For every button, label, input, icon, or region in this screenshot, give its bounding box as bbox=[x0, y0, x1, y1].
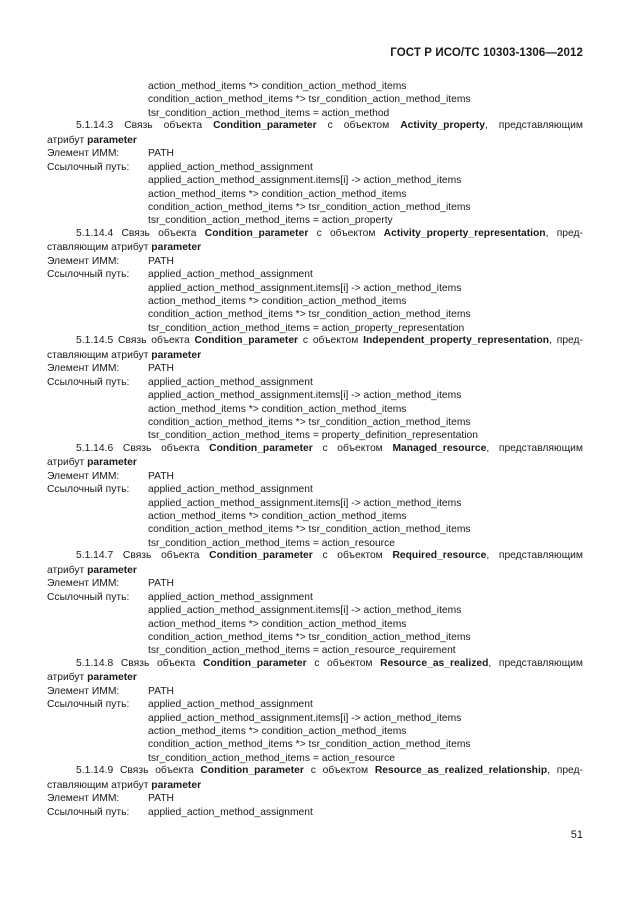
page-number: 51 bbox=[570, 829, 583, 841]
relation-text: , пред- bbox=[547, 765, 583, 777]
section-heading bbox=[47, 550, 583, 563]
path-row bbox=[47, 483, 583, 496]
path-line: applied_action_method_assignment bbox=[148, 484, 313, 496]
entity-name: Condition_parameter bbox=[204, 227, 309, 239]
path-row bbox=[47, 698, 583, 711]
element-row bbox=[47, 792, 583, 805]
relation-text: Связь объекта bbox=[122, 442, 200, 454]
path-line: action_method_items *> condition_action_method_items bbox=[148, 618, 407, 630]
element-label: Элемент ИММ: bbox=[47, 255, 120, 267]
section-heading bbox=[47, 335, 583, 348]
target-entity: Activity_property bbox=[400, 120, 485, 132]
path-label: Ссылочный путь: bbox=[47, 376, 130, 388]
path-row bbox=[47, 161, 583, 174]
relation-text: , пред- bbox=[549, 335, 583, 347]
section-number: 5.1.14.4 bbox=[76, 227, 114, 239]
path-line: action_method_items *> condition_action_method_items bbox=[148, 81, 407, 92]
relation-text: атрибут bbox=[47, 672, 85, 684]
section-number: 5.1.14.6 bbox=[76, 442, 114, 454]
entity-name: Condition_parameter bbox=[200, 765, 304, 777]
path-line: applied_action_method_assignment.items[i] -> action_method_items bbox=[148, 497, 462, 509]
entity-name: Condition_parameter bbox=[203, 657, 307, 669]
path-line: action_method_items *> condition_action_method_items bbox=[148, 726, 407, 737]
section-heading-cont bbox=[47, 564, 583, 577]
target-entity: Required_resource bbox=[392, 550, 487, 562]
element-label: Элемент ИММ: bbox=[47, 793, 120, 805]
element-label: Элемент ИММ: bbox=[47, 148, 120, 160]
relation-text: с объектом bbox=[322, 442, 383, 454]
attribute-name: parameter bbox=[87, 457, 137, 469]
element-label: Элемент ИММ: bbox=[47, 578, 120, 590]
document-body bbox=[47, 80, 583, 819]
path-line: tsr_condition_action_method_items = action_resource_requirement bbox=[148, 645, 456, 657]
relation-text: Связь объекта bbox=[124, 120, 203, 132]
entity-name: Condition_parameter bbox=[209, 442, 313, 454]
target-entity: Resource_as_realized bbox=[380, 657, 489, 669]
entity-name: Condition_parameter bbox=[194, 335, 299, 347]
path-row bbox=[47, 268, 583, 281]
path-line: applied_action_method_assignment.items[i] -> action_method_items bbox=[148, 282, 462, 294]
element-row bbox=[47, 685, 583, 698]
section-number: 5.1.14.8 bbox=[76, 657, 114, 669]
section-heading-cont bbox=[47, 241, 583, 254]
attribute-name: parameter bbox=[87, 672, 137, 684]
path-line: applied_action_method_assignment bbox=[148, 699, 313, 711]
section-heading-cont bbox=[47, 349, 583, 362]
path-line: tsr_condition_action_method_items = action_resource bbox=[148, 537, 395, 549]
element-label: Элемент ИММ: bbox=[47, 470, 120, 482]
section-heading-cont bbox=[47, 456, 583, 469]
path-label: Ссылочный путь: bbox=[47, 699, 130, 711]
document-header: ГОСТ Р ИСО/ТС 10303-1306—2012 bbox=[390, 47, 583, 59]
path-row bbox=[47, 376, 583, 389]
path-label: Ссылочный путь: bbox=[47, 806, 130, 818]
relation-text: с объектом bbox=[327, 120, 390, 132]
entity-name: Condition_parameter bbox=[209, 550, 313, 562]
relation-text: , представляющим bbox=[486, 550, 583, 562]
section-heading bbox=[47, 765, 583, 778]
relation-text: , представляющим bbox=[488, 657, 583, 669]
relation-text: с объектом bbox=[310, 765, 369, 777]
path-line: applied_action_method_assignment bbox=[148, 591, 313, 603]
relation-text: Связь объекта bbox=[121, 227, 197, 239]
relation-text: Связь объекта bbox=[120, 657, 196, 669]
path-line: applied_action_method_assignment bbox=[148, 376, 313, 388]
element-value: PATH bbox=[148, 148, 174, 160]
section-number: 5.1.14.7 bbox=[76, 550, 114, 562]
element-label: Элемент ИММ: bbox=[47, 363, 120, 375]
relation-text: с объектом bbox=[314, 657, 373, 669]
attribute-name: parameter bbox=[151, 779, 202, 791]
element-value: PATH bbox=[148, 793, 174, 805]
path-line: applied_action_method_assignment.items[i] -> action_method_items bbox=[148, 175, 462, 187]
path-label: Ссылочный путь: bbox=[47, 161, 130, 173]
path-line: applied_action_method_assignment bbox=[148, 161, 313, 173]
section-heading bbox=[47, 658, 583, 671]
relation-text: , представляющим bbox=[484, 120, 583, 132]
element-value: PATH bbox=[148, 470, 174, 482]
element-value: PATH bbox=[148, 685, 174, 697]
target-entity: Activity_property_representation bbox=[383, 227, 546, 239]
path-line: applied_action_method_assignment bbox=[148, 806, 313, 818]
path-line: action_method_items *> condition_action_method_items bbox=[148, 188, 407, 200]
relation-text: Связь объекта bbox=[119, 765, 194, 777]
path-line: condition_action_method_items *> tsr_condition_action_method_items bbox=[148, 201, 471, 213]
path-label: Ссылочный путь: bbox=[47, 484, 130, 496]
element-row bbox=[47, 255, 583, 268]
path-line: tsr_condition_action_method_items = property_definition_representation bbox=[148, 430, 478, 442]
path-line: applied_action_method_assignment.items[i] -> action_method_items bbox=[148, 605, 462, 617]
section-heading bbox=[47, 120, 583, 133]
path-line: action_method_items *> condition_action_method_items bbox=[148, 296, 407, 307]
path-line: condition_action_method_items *> tsr_condition_action_method_items bbox=[148, 309, 471, 321]
target-entity: Resource_as_realized_relationship bbox=[374, 765, 548, 777]
attribute-name: parameter bbox=[87, 134, 137, 146]
relation-text: , пред- bbox=[545, 227, 583, 239]
relation-text: ставляющим атрибут bbox=[47, 242, 149, 254]
relation-text: атрибут bbox=[47, 457, 85, 469]
path-line: applied_action_method_assignment bbox=[148, 269, 313, 281]
section-number: 5.1.14.3 bbox=[76, 120, 114, 132]
entity-name: Condition_parameter bbox=[213, 120, 317, 132]
path-line: tsr_condition_action_method_items = action_property bbox=[148, 215, 393, 227]
element-value: PATH bbox=[148, 363, 174, 375]
path-line: tsr_condition_action_method_items = action_property_representation bbox=[148, 322, 465, 334]
section-heading bbox=[47, 443, 583, 456]
relation-text: с объектом bbox=[302, 335, 359, 347]
sections bbox=[47, 120, 583, 819]
path-line: applied_action_method_assignment.items[i] -> action_method_items bbox=[148, 390, 462, 402]
path-line: tsr_condition_action_method_items = action_method bbox=[148, 107, 390, 119]
element-row bbox=[47, 577, 583, 590]
element-row bbox=[47, 147, 583, 160]
section-number: 5.1.14.5 bbox=[76, 335, 114, 347]
section-number: 5.1.14.9 bbox=[76, 765, 114, 777]
path-line: condition_action_method_items *> tsr_condition_action_method_items bbox=[148, 94, 471, 106]
path-row bbox=[47, 591, 583, 604]
path-row bbox=[47, 806, 583, 819]
path-line: condition_action_method_items *> tsr_condition_action_method_items bbox=[148, 416, 471, 428]
section-heading bbox=[47, 228, 583, 241]
path-line: action_method_items *> condition_action_method_items bbox=[148, 511, 407, 522]
relation-text: атрибут bbox=[47, 134, 85, 146]
element-row bbox=[47, 470, 583, 483]
relation-text: Связь объекта bbox=[122, 550, 200, 562]
relation-text: , представляющим bbox=[486, 442, 583, 454]
attribute-name: parameter bbox=[87, 564, 137, 576]
attribute-name: parameter bbox=[151, 242, 202, 254]
relation-text: ставляющим атрибут bbox=[47, 349, 149, 361]
path-line: applied_action_method_assignment.items[i] -> action_method_items bbox=[148, 712, 462, 724]
path-line: condition_action_method_items *> tsr_condition_action_method_items bbox=[148, 739, 471, 751]
section-heading-cont bbox=[47, 779, 583, 792]
target-entity: Independent_property_representation bbox=[363, 335, 550, 347]
path-label: Ссылочный путь: bbox=[47, 591, 130, 603]
path-line: condition_action_method_items *> tsr_condition_action_method_items bbox=[148, 631, 471, 643]
relation-text: с объектом bbox=[322, 550, 383, 562]
path-label: Ссылочный путь: bbox=[47, 269, 130, 281]
target-entity: Managed_resource bbox=[392, 442, 487, 454]
element-row bbox=[47, 362, 583, 375]
relation-text: ставляющим атрибут bbox=[47, 779, 149, 791]
path-line: action_method_items *> condition_action_method_items bbox=[148, 403, 407, 415]
element-label: Элемент ИММ: bbox=[47, 685, 120, 697]
element-value: PATH bbox=[148, 255, 174, 267]
relation-text: с объектом bbox=[316, 227, 376, 239]
element-value: PATH bbox=[148, 578, 174, 590]
path-line: tsr_condition_action_method_items = action_resource bbox=[148, 752, 395, 764]
relation-text: атрибут bbox=[47, 564, 85, 576]
path-line: condition_action_method_items *> tsr_condition_action_method_items bbox=[148, 524, 471, 536]
relation-text: Связь объекта bbox=[118, 335, 190, 347]
section-heading-cont bbox=[47, 671, 583, 684]
attribute-name: parameter bbox=[151, 349, 202, 361]
section-heading-cont bbox=[47, 134, 583, 147]
